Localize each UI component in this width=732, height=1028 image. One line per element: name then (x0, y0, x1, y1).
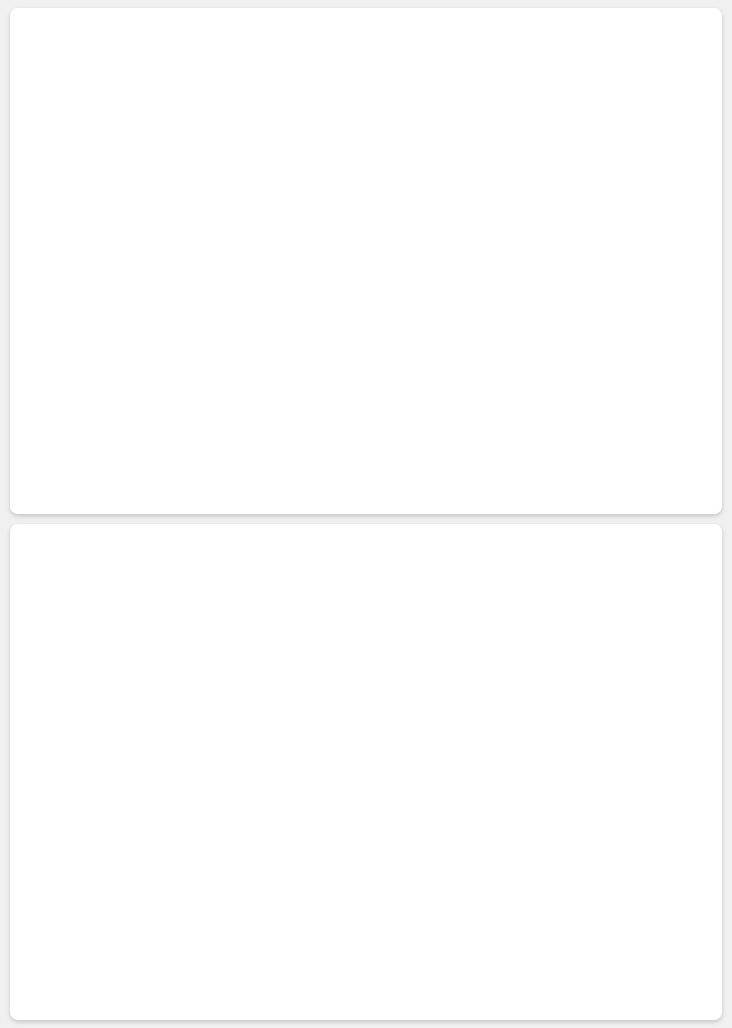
calendar-card-second-half (10, 524, 722, 1020)
budzma-logo[interactable] (508, 70, 688, 140)
calendar-card-first-half (10, 8, 722, 514)
